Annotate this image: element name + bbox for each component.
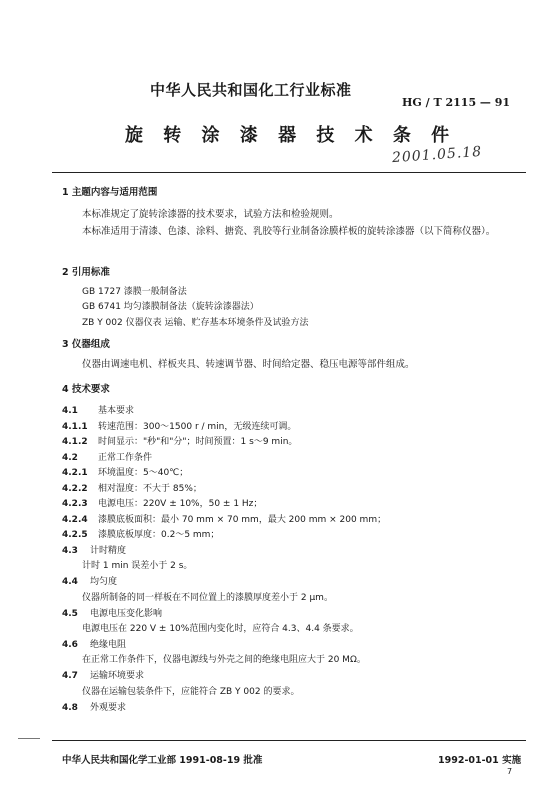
clause-4-1-1 xyxy=(62,419,296,432)
clause-4-3-paragraph: 计时 1 min 误差小于 2 s。 xyxy=(82,561,193,571)
reference-item-3: ZB Y 002 仪器仪表 运输、贮存基本环境条件及试验方法 xyxy=(82,318,309,328)
reference-item-2: GB 6741 均匀漆膜制备法（旋转涂漆器法） xyxy=(82,302,259,312)
standard-code: HG / T 2115 — 91 xyxy=(402,96,511,109)
clause-number: 4.2.4 xyxy=(62,515,88,525)
clause-4-3 xyxy=(62,543,126,556)
clause-text: 漆膜底板面积：最小 70 mm × 70 mm，最大 200 mm × 200 mm； xyxy=(98,515,387,525)
clause-text: 转速范围：300～1500 r / min，无级连续可调。 xyxy=(98,422,297,432)
clause-4-4-paragraph: 仪器所制备的同一样板在不同位置上的漆膜厚度差小于 2 μm。 xyxy=(82,593,333,603)
clause-4-2-5 xyxy=(62,527,219,540)
page-number: 7 xyxy=(507,767,513,776)
clause-number: 4.6 xyxy=(62,640,78,650)
reference-item-1: GB 1727 漆膜一般制备法 xyxy=(82,287,187,297)
section-1-heading: 1 主题内容与适用范围 xyxy=(62,187,158,198)
clause-text: 绝缘电阻 xyxy=(90,640,127,650)
clause-text: 电源电压：220V ± 10%，50 ± 1 Hz； xyxy=(98,499,263,509)
clause-text: 相对湿度：不大于 85%； xyxy=(98,484,202,494)
clause-text: 基本要求 xyxy=(98,406,135,416)
section-1-paragraph-2-line-1 xyxy=(82,223,520,240)
clause-number: 4.3 xyxy=(62,546,78,556)
footer-divider xyxy=(52,740,526,741)
clause-number: 4.5 xyxy=(62,609,78,619)
clause-number: 4.2.1 xyxy=(62,468,88,478)
clause-text: 时间显示："秒"和"分"；时间预置：1 s～9 min。 xyxy=(98,437,298,447)
clause-4-2 xyxy=(62,450,152,463)
header-divider xyxy=(52,172,526,173)
handwritten-annotation: 2001.05.18 xyxy=(391,143,483,167)
section-3-paragraph: 仪器由调速电机、样板夹具、转速调节器、时间给定器、稳压电源等部件组成。 xyxy=(82,359,415,370)
clause-4-2-1 xyxy=(62,465,188,478)
clause-text: 运输环境要求 xyxy=(90,671,145,681)
clause-4-7-paragraph: 仪器在运输包装条件下，应能符合 ZB Y 002 的要求。 xyxy=(82,687,300,697)
section-4-heading: 4 技术要求 xyxy=(62,384,110,395)
clause-number: 4.2.2 xyxy=(62,484,88,494)
clause-number: 4.2 xyxy=(62,453,78,463)
clause-4-7 xyxy=(62,668,144,681)
clause-text: 漆膜底板厚度：0.2～5 mm； xyxy=(98,530,220,540)
section-3-heading: 3 仪器组成 xyxy=(62,339,110,350)
clause-4-2-2 xyxy=(62,481,202,494)
clause-text: 正常工作条件 xyxy=(98,453,153,463)
clause-4-6 xyxy=(62,637,126,650)
section-1-paragraph-1: 本标准规定了旋转涂漆器的技术要求，试验方法和检验规则。 xyxy=(82,209,339,220)
clause-text: 均匀度 xyxy=(90,577,118,587)
clause-number: 4.1 xyxy=(62,406,78,416)
scan-artifact xyxy=(18,738,40,739)
clause-4-6-paragraph: 在正常工作条件下，仪器电源线与外壳之间的绝缘电阻应大于 20 MΩ。 xyxy=(82,655,366,665)
clause-number: 4.8 xyxy=(62,703,78,713)
clause-number: 4.4 xyxy=(62,577,78,587)
clause-text: 外观要求 xyxy=(90,703,127,713)
clause-text: 计时精度 xyxy=(90,546,127,556)
clause-number: 4.1.2 xyxy=(62,437,88,447)
implementation-date: 1992-01-01 实施 xyxy=(438,755,522,766)
section-2-heading: 2 引用标准 xyxy=(62,267,110,278)
clause-text: 环境温度：5～40℃； xyxy=(98,468,189,478)
clause-4-4 xyxy=(62,574,117,587)
clause-text: 电源电压变化影响 xyxy=(90,609,163,619)
clause-4-5-paragraph: 电源电压在 220 V ± 10%范围内变化时，应符合 4.3、4.4 条要求。 xyxy=(82,624,359,634)
clause-4-2-4 xyxy=(62,512,386,525)
clause-number: 4.1.1 xyxy=(62,422,88,432)
approval-statement: 中华人民共和国化学工业部 1991-08-19 批准 xyxy=(62,755,263,766)
clause-4-8 xyxy=(62,700,126,713)
clause-4-5 xyxy=(62,606,162,619)
clause-number: 4.2.5 xyxy=(62,530,88,540)
clause-4-1 xyxy=(62,403,134,416)
clause-number: 4.7 xyxy=(62,671,78,681)
section-1-paragraph-2: 本标准适用于清漆、色漆、涂料、搪瓷、乳胶等行业制备涂膜样板的旋转涂漆器（以下简称仪器）。 xyxy=(82,226,496,237)
document-title: 旋 转 涂 漆 器 技 术 条 件 xyxy=(125,125,457,146)
issuing-organization: 中华人民共和国化工行业标准 xyxy=(150,81,352,99)
clause-4-1-2 xyxy=(62,434,297,447)
clause-number: 4.2.3 xyxy=(62,499,88,509)
clause-4-2-3 xyxy=(62,496,262,509)
